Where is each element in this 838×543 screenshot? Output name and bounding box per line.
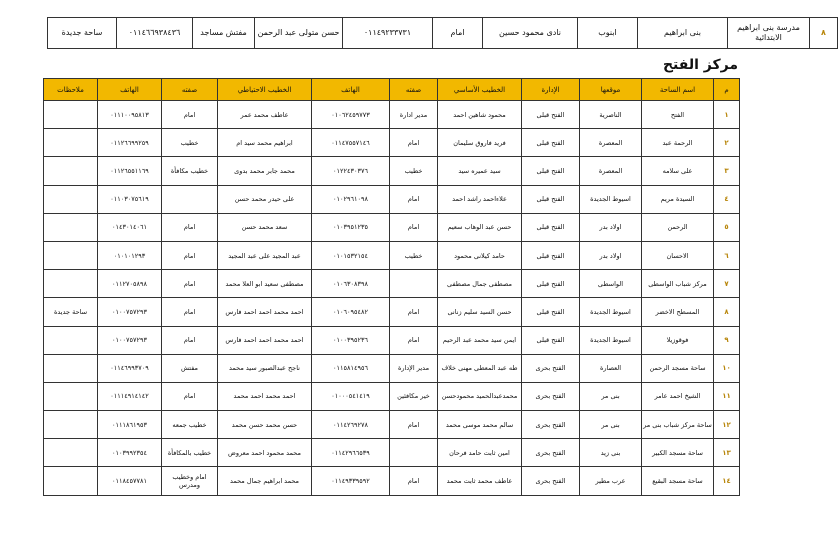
table-row [44,439,740,467]
reserve-phone: ٠١١٢٧٠٥٨٩٨ [98,270,162,298]
square-name: ساحة مسجد الرحمن [642,354,714,382]
administration: الفتح قبلى [522,241,580,269]
square-location: اولاد بدر [580,213,642,241]
square-location: المعصرة [580,129,642,157]
preacher-phone: ٠١٠٠٠٥٤١٤١٩ [312,382,390,410]
square-name: على سلامه [642,157,714,185]
preacher-role [390,270,438,298]
column-header: اسم الساحة [642,79,714,101]
row-number: ٤ [714,185,740,213]
reserve-phone: ٠١١١٨٦١٩٥٣ [98,411,162,439]
row-number: ٣ [714,157,740,185]
square-name: الاحسان [642,241,714,269]
reserve-preacher: مصطفى سعيد ابو العلا محمد [218,270,312,298]
main-preacher: مصطفى جمال مصطفى [438,270,522,298]
preacher-phone: ٠١٠٢٩٦١٠٩٨ [312,185,390,213]
row-number: ١٣ [714,439,740,467]
reserve-phone: ٠١٠٠٧٥٧٢٩٣ [98,326,162,354]
square-location: المعصرة [580,157,642,185]
notes [44,354,98,382]
main-preacher: نادى محمود حسين [483,18,578,49]
row-number: ١٤ [714,467,740,495]
square-name: المسطح الاخضر [642,298,714,326]
preacher-role: امام [433,18,483,49]
row-number: ٨ [810,18,838,49]
reserve-preacher: محمد محمود احمد معروض [218,439,312,467]
table-header-row [44,79,740,101]
main-preacher: محمدعبدالحميد محمودحسن [438,382,522,410]
notes [44,411,98,439]
table-row [44,157,740,185]
administration: الفتح بحرى [522,411,580,439]
row-number: ١١ [714,382,740,410]
reserve-phone: ٠١٤٣٠١٤٠٦١ [98,213,162,241]
square-location: الناصرية [580,101,642,129]
notes [44,326,98,354]
preacher-phone: ٠١٠٦٢٤٥٩٧٧٣ [312,101,390,129]
notes: ساحة جديدة [48,18,117,49]
squares-table [43,78,740,496]
administration: الفتح قبلى [522,185,580,213]
reserve-preacher: احمد محمد احمد محمد [218,382,312,410]
column-header: م [714,79,740,101]
reserve-preacher: ناجح عبدالصبور سيد محمد [218,354,312,382]
row-number: ٢ [714,129,740,157]
reserve-phone: ٠١١٢٦٥٥١١٦٩ [98,157,162,185]
square-name: الفتح [642,101,714,129]
administration: الفتح بحرى [522,382,580,410]
square-name: ساحة مسجد البقيع [642,467,714,495]
reserve-phone: ٠١١٨٤٥٧٧٨١ [98,467,162,495]
administration: الفتح بحرى [522,439,580,467]
main-preacher: حسن عبد الوهاب سعيم [438,213,522,241]
preacher-phone: ٠١٠٦٠٩٥٤٨٢ [312,298,390,326]
preacher-role: مدير الإدارة [390,354,438,382]
preacher-role: مدير ادارة [390,101,438,129]
reserve-preacher: عبد المجيد على عبد المجيد [218,241,312,269]
table-row [44,270,740,298]
preacher-role [390,439,438,467]
reserve-phone: ٠١١١٤٩١٤١٤٢ [98,382,162,410]
column-header: الخطيب الأساسي [438,79,522,101]
reserve-role: خطيب [162,129,218,157]
preacher-role: خير مكافئين [390,382,438,410]
reserve-role: امام [162,213,218,241]
notes [44,101,98,129]
table-row [44,411,740,439]
notes [44,467,98,495]
square-location: بنى مر [580,382,642,410]
administration: ابنوب [578,18,638,49]
column-header: الهاتف [312,79,390,101]
preacher-phone: ٠١١٤٢٦٩٢٧٨ [312,411,390,439]
preacher-role: خطيب [390,157,438,185]
reserve-preacher: محمد ابراهيم جمال محمد [218,467,312,495]
square-name: فوقوزيلا [642,326,714,354]
table-row [44,129,740,157]
notes: ساحة جديدة [44,298,98,326]
square-location: اسيوط الجديدة [580,298,642,326]
square-location: العصارة [580,354,642,382]
square-location: بنى زيد [580,439,642,467]
square-name: ساحة مركز شباب بنى مر [642,411,714,439]
main-preacher: حسن السيد سليم زنانى [438,298,522,326]
reserve-preacher: حسن محمد حسن محمد [218,411,312,439]
column-header: الإدارة [522,79,580,101]
reserve-role: امام [162,298,218,326]
preacher-phone: ٠١١٤٩٢٣٣٧٣١ [343,18,433,49]
preacher-role: خطيب [390,241,438,269]
square-name: مركز شباب الواسطى [642,270,714,298]
row-number: ٨ [714,298,740,326]
reserve-role: امام [162,270,218,298]
square-name: السيدة مريم [642,185,714,213]
reserve-preacher: احمد محمد احمد احمد فارس [218,326,312,354]
main-preacher: فريد فاروق سليمان [438,129,522,157]
reserve-phone: ٠١٠١٠١٢٩٣ [98,241,162,269]
reserve-role: امام [162,326,218,354]
reserve-role: امام وخطيب ومدرس [162,467,218,495]
notes [44,157,98,185]
reserve-preacher: محمد جابر محمد بدوى [218,157,312,185]
reserve-role: خطيب بالمكافأة [162,439,218,467]
column-header: صفته [162,79,218,101]
reserve-phone: ٠١١٢٦٦٩٩٢٥٩ [98,129,162,157]
reserve-preacher: على حيدر محمد حسن [218,185,312,213]
main-preacher: طه عبد المعطى مهنى خلاف [438,354,522,382]
preacher-role: امام [390,185,438,213]
preacher-role: امام [390,326,438,354]
square-location: اسيوط الجديدة [580,185,642,213]
reserve-preacher: ابراهيم محمد سيد ام [218,129,312,157]
column-header: الخطيب الاحتياطي [218,79,312,101]
column-header: الهاتف [98,79,162,101]
preacher-phone: ٠١٢٢٤٣٠٣٧٦ [312,157,390,185]
notes [44,241,98,269]
main-preacher: محمود شاهين احمد [438,101,522,129]
notes [44,439,98,467]
reserve-role: امام [162,101,218,129]
notes [44,270,98,298]
reserve-phone: ٠١١٤٦٩٩٣٧٠٩ [98,354,162,382]
notes [44,185,98,213]
square-location: بنى مر [580,411,642,439]
preacher-role: امام [390,129,438,157]
main-preacher: حامد كيلانى محمود [438,241,522,269]
notes [44,129,98,157]
main-preacher: سالم محمد موسى محمد [438,411,522,439]
square-name: ساحة مسجد الكبير [642,439,714,467]
reserve-phone: ٠١٠٣٩٩٢٣٥٤ [98,439,162,467]
reserve-role [162,185,218,213]
administration: الفتح قبلى [522,129,580,157]
reserve-phone: ٠١١٤٦٦٩٣٨٤٣٦ [117,18,193,49]
notes [44,382,98,410]
square-location: اولاد بدر [580,241,642,269]
square-name: الرحمة عبد [642,129,714,157]
table-row [44,185,740,213]
reserve-preacher: احمد محمد احمد احمد فارس [218,298,312,326]
preacher-phone: ٠١١٤٧٥٥٧١٤٦ [312,129,390,157]
reserve-phone: ٠١١١٠٠٩٥٨١٣ [98,101,162,129]
reserve-preacher: عاطف محمد عمر [218,101,312,129]
row-number: ١ [714,101,740,129]
previous-section-row [47,17,838,49]
table-row [44,326,740,354]
main-preacher: ايمن سيد محمد عبد الرحيم [438,326,522,354]
administration: الفتح قبلى [522,270,580,298]
row-number: ٥ [714,213,740,241]
row-number: ١٠ [714,354,740,382]
table-row [44,467,740,495]
main-preacher: سيد عميره سيد [438,157,522,185]
reserve-role: مفتش مساجد [193,18,255,49]
notes [44,213,98,241]
administration: الفتح قبلى [522,101,580,129]
row-number: ٦ [714,241,740,269]
square-location: اسيوط الجديدة [580,326,642,354]
main-preacher: علاءاحمد راشد احمد [438,185,522,213]
administration: الفتح قبلى [522,157,580,185]
row-number: ١٢ [714,411,740,439]
reserve-role: امام [162,382,218,410]
preacher-phone: ٠١٠٣٩٥١٢٣٥ [312,213,390,241]
square-location: الواسطى [580,270,642,298]
column-header: ملاحظات [44,79,98,101]
row-number: ٩ [714,326,740,354]
reserve-role: امام [162,241,218,269]
preacher-phone: ٠١٠١٥٣٢١٥٤ [312,241,390,269]
reserve-preacher: سعد محمد حسن [218,213,312,241]
preacher-phone: ٠١٠٠٣٩٥٢٣٦ [312,326,390,354]
section-title: مركز الفتح [662,57,738,73]
square-name: مدرسة بنى ابراهيم الابتدائية [728,18,810,49]
preacher-role: امام [390,298,438,326]
administration: الفتح قبلى [522,326,580,354]
reserve-phone: ٠١٠٠٧٥٧٢٩٣ [98,298,162,326]
preacher-role: امام [390,213,438,241]
preacher-phone: ٠١٠٦٣٠٨٣٩٨ [312,270,390,298]
table-row [44,101,740,129]
table-row [44,382,740,410]
preacher-phone: ٠١١٤٩٣٣٩٥٩٢ [312,467,390,495]
main-preacher: امين ثابت حامد فرحان [438,439,522,467]
main-preacher: عاطف محمد ثابت محمد [438,467,522,495]
administration: الفتح قبلى [522,298,580,326]
reserve-role: خطيب مكافأة [162,157,218,185]
table-row [44,298,740,326]
table-row [44,213,740,241]
preacher-phone: ٠١١٥٨١٤٩٥٦ [312,354,390,382]
reserve-phone: ٠١١٠٣٠٧٥٦١٩ [98,185,162,213]
administration: الفتح بحرى [522,467,580,495]
administration: الفتح بحرى [522,354,580,382]
reserve-role: مفتش [162,354,218,382]
table-row [44,354,740,382]
square-location: عرب مطير [580,467,642,495]
preacher-role: امام [390,411,438,439]
square-location: بنى ابراهيم [638,18,728,49]
row-number: ٧ [714,270,740,298]
table-row [44,241,740,269]
reserve-preacher: حسن متولى عبد الرحمن [255,18,343,49]
column-header: موقعها [580,79,642,101]
reserve-role: خطيب جمعه [162,411,218,439]
square-name: الشيخ احمد عامر [642,382,714,410]
preacher-phone: ٠١١٤٢٩٦٦٥٣٩ [312,439,390,467]
preacher-role: امام [390,467,438,495]
column-header: صفته [390,79,438,101]
square-name: الرحمن [642,213,714,241]
administration: الفتح قبلى [522,213,580,241]
